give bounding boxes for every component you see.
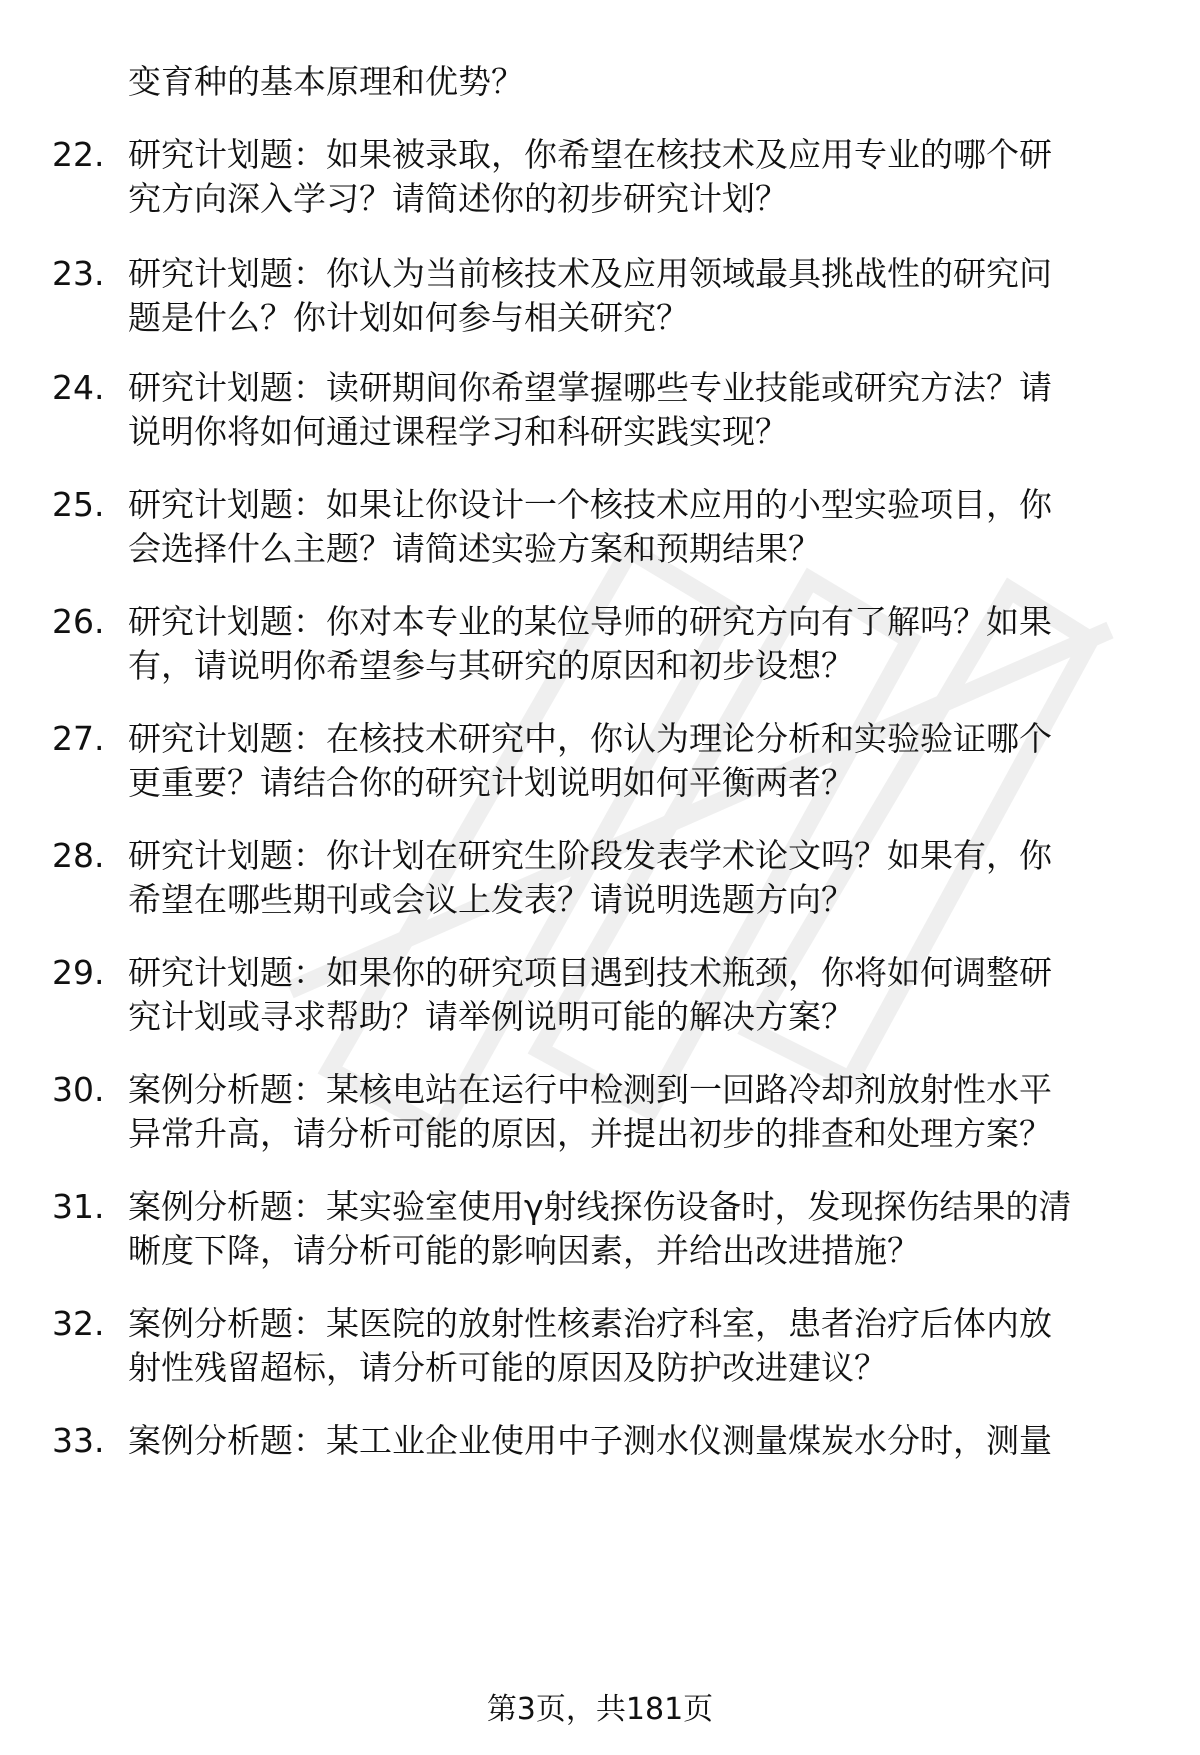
question-text-line: 希望在哪些期刊或会议上发表？请说明选题方向？	[128, 880, 854, 919]
question-text-line: 更重要？请结合你的研究计划说明如何平衡两者？	[128, 763, 854, 802]
question-text-line: 研究计划题：如果让你设计一个核技术应用的小型实验项目，你	[128, 485, 1052, 524]
question-text-line: 晰度下降，请分析可能的影响因素，并给出改进措施？	[128, 1231, 920, 1270]
question-text-line: 研究计划题：如果你的研究项目遇到技术瓶颈，你将如何调整研	[128, 953, 1052, 992]
question-text-line: 案例分析题：某实验室使用γ射线探伤设备时，发现探伤结果的清	[128, 1187, 1072, 1226]
page-footer: 第3页，共181页	[486, 1692, 714, 1727]
question-number: 23.	[52, 254, 105, 293]
question-text-line: 究计划或寻求帮助？请举例说明可能的解决方案？	[128, 997, 854, 1036]
question-text-line: 说明你将如何通过课程学习和科研实践实现？	[128, 412, 788, 451]
question-text-line: 射性残留超标，请分析可能的原因及防护改进建议？	[128, 1348, 887, 1387]
question-text-line: 研究计划题：读研期间你希望掌握哪些专业技能或研究方法？请	[128, 368, 1052, 407]
question-text-line: 异常升高，请分析可能的原因，并提出初步的排查和处理方案？	[128, 1114, 1052, 1153]
question-number: 22.	[52, 135, 105, 174]
question-number: 33.	[52, 1421, 105, 1460]
question-number: 30.	[52, 1070, 105, 1109]
question-number: 24.	[52, 368, 105, 407]
question-number: 32.	[52, 1304, 105, 1343]
question-number: 28.	[52, 836, 105, 875]
question-number: 29.	[52, 953, 105, 992]
question-text-line: 研究计划题：你计划在研究生阶段发表学术论文吗？如果有，你	[128, 836, 1052, 875]
continued-question-text: 变育种的基本原理和优势？	[128, 62, 524, 101]
question-text-line: 题是什么？你计划如何参与相关研究？	[128, 298, 689, 337]
question-text-line: 案例分析题：某工业企业使用中子测水仪测量煤炭水分时，测量	[128, 1421, 1052, 1460]
question-number: 25.	[52, 485, 105, 524]
question-number: 26.	[52, 602, 105, 641]
question-text-line: 案例分析题：某医院的放射性核素治疗科室，患者治疗后体内放	[128, 1304, 1052, 1343]
question-text-line: 究方向深入学习？请简述你的初步研究计划？	[128, 179, 788, 218]
question-text-line: 研究计划题：在核技术研究中，你认为理论分析和实验验证哪个	[128, 719, 1052, 758]
question-number: 27.	[52, 719, 105, 758]
question-number: 31.	[52, 1187, 105, 1226]
question-text-line: 研究计划题：你对本专业的某位导师的研究方向有了解吗？如果	[128, 602, 1052, 641]
question-text-line: 有，请说明你希望参与其研究的原因和初步设想？	[128, 646, 854, 685]
question-text-line: 案例分析题：某核电站在运行中检测到一回路冷却剂放射性水平	[128, 1070, 1052, 1109]
question-text-line: 研究计划题：你认为当前核技术及应用领域最具挑战性的研究问	[128, 254, 1052, 293]
question-text-line: 研究计划题：如果被录取，你希望在核技术及应用专业的哪个研	[128, 135, 1052, 174]
question-text-line: 会选择什么主题？请简述实验方案和预期结果？	[128, 529, 821, 568]
